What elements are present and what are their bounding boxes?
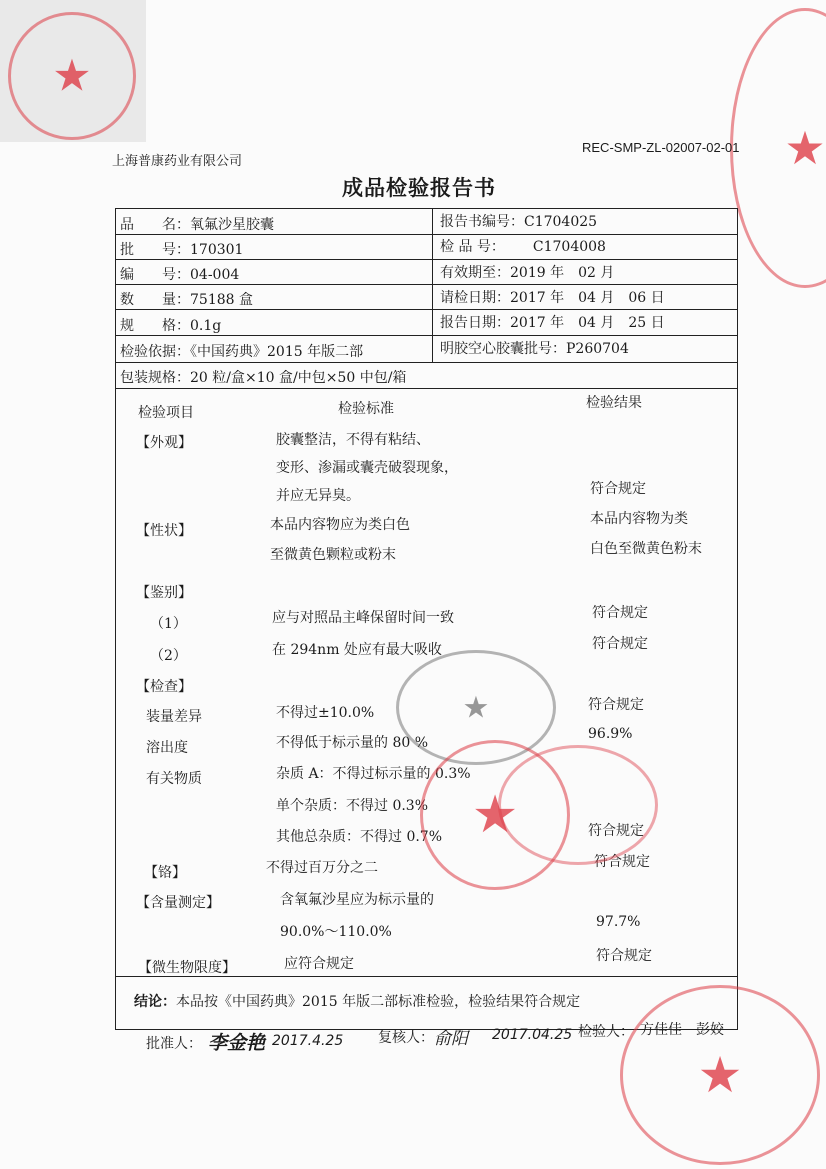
dissolution-item: 溶出度 bbox=[146, 740, 188, 756]
divider bbox=[115, 284, 738, 285]
divider bbox=[115, 362, 738, 363]
section-identification: 【鉴别】 bbox=[136, 585, 192, 601]
report-date-value: 2017 年 04 月 25 日 bbox=[510, 315, 665, 331]
stamp-top-right: ★ bbox=[730, 8, 826, 288]
conclusion bbox=[134, 991, 580, 1011]
microbial-standard: 应符合规定 bbox=[284, 956, 354, 972]
fill-variation-item: 装量差异 bbox=[146, 709, 202, 725]
section-character: 【性状】 bbox=[136, 523, 192, 539]
report-date-label: 报告日期： bbox=[440, 315, 510, 331]
dissolution-result: 96.9% bbox=[588, 726, 633, 742]
report-no-label: 报告书编号： bbox=[440, 214, 524, 230]
identification-result-1: 符合规定 bbox=[592, 605, 648, 621]
identification-standard-1: 应与对照品主峰保留时间一致 bbox=[272, 610, 454, 626]
assay-standard-line: 90.0%～110.0% bbox=[280, 924, 392, 940]
product-value: 氧氟沙星胶囊 bbox=[190, 217, 274, 233]
capsule-batch-row bbox=[440, 338, 629, 358]
basis-value: 《中国药典》2015 年版二部 bbox=[190, 344, 364, 360]
test-no-row bbox=[440, 236, 606, 256]
request-date-row bbox=[440, 287, 665, 307]
conclusion-text: 本品按《中国药典》2015 年版二部标准检验，检验结果符合规定 bbox=[176, 994, 581, 1010]
appearance-standard-line: 变形、渗漏或囊壳破裂现象， bbox=[276, 460, 458, 476]
column-header-result: 检验结果 bbox=[586, 395, 642, 411]
identification-standard-2: 在 294nm 处应有最大吸收 bbox=[272, 642, 442, 658]
fill-variation-standard: 不得过±10.0% bbox=[276, 705, 375, 721]
report-date-row bbox=[440, 312, 665, 332]
microbial-result: 符合规定 bbox=[596, 948, 652, 964]
identification-result-2: 符合规定 bbox=[592, 636, 648, 652]
stamp-bottom-right: ★ bbox=[620, 985, 820, 1165]
character-standard-line: 本品内容物应为类白色 bbox=[270, 517, 410, 533]
related-substances-result: 符合规定 bbox=[588, 823, 644, 839]
code-row bbox=[120, 264, 239, 284]
approver-label: 批准人： bbox=[146, 1036, 202, 1052]
appearance-result: 符合规定 bbox=[590, 481, 646, 497]
stamp-center-gray: ★ bbox=[396, 650, 556, 765]
appearance-standard-line: 胶囊整洁，不得有粘结、 bbox=[276, 432, 430, 448]
inspector-label: 检验人： bbox=[578, 1024, 634, 1040]
reviewer-label: 复核人： bbox=[378, 1030, 434, 1046]
expiry-row bbox=[440, 262, 614, 282]
column-header-standard: 检验标准 bbox=[338, 401, 394, 417]
quantity-row bbox=[120, 289, 253, 309]
chromium-standard: 不得过百万分之二 bbox=[266, 860, 378, 876]
product-row bbox=[120, 214, 274, 234]
code-value: 04-004 bbox=[190, 267, 240, 283]
conclusion-label: 结论： bbox=[134, 994, 176, 1010]
related-substances-standard-line: 其他总杂质：不得过 0.7% bbox=[276, 829, 443, 845]
request-date-label: 请检日期： bbox=[440, 290, 510, 306]
related-substances-standard-line: 单个杂质：不得过 0.3% bbox=[276, 798, 429, 814]
section-appearance: 【外观】 bbox=[136, 435, 192, 451]
batch-row bbox=[120, 239, 243, 259]
fill-variation-result: 符合规定 bbox=[588, 697, 644, 713]
test-no-label: 检 品 号： bbox=[440, 239, 505, 255]
divider bbox=[115, 259, 738, 260]
approver-date: 2017.4.25 bbox=[272, 1033, 344, 1049]
spec-value: 0.1g bbox=[190, 318, 222, 334]
report-no-row bbox=[440, 211, 597, 231]
stamp-top-left: ★ bbox=[8, 12, 136, 140]
report-title: 成品检验报告书 bbox=[342, 176, 496, 200]
assay-result: 97.7% bbox=[596, 914, 641, 930]
capsule-batch-label: 明胶空心胶囊批号： bbox=[440, 341, 566, 357]
basis-row bbox=[120, 341, 363, 361]
stamp-center-red: ★ bbox=[420, 740, 570, 890]
related-substances-item: 有关物质 bbox=[146, 771, 202, 787]
spec-row bbox=[120, 315, 221, 335]
reviewer-signature: 俞阳 bbox=[434, 1029, 468, 1049]
divider bbox=[432, 208, 433, 362]
basis-label: 检验依据： bbox=[120, 344, 190, 360]
code-label: 编 号： bbox=[120, 267, 190, 283]
request-date-value: 2017 年 04 月 06 日 bbox=[510, 290, 665, 306]
dissolution-standard: 不得低于标示量的 80 % bbox=[276, 735, 429, 751]
quantity-value: 75188 盒 bbox=[190, 292, 253, 308]
inspector-names: 方佳佳 彭姣 bbox=[640, 1022, 724, 1038]
company-name: 上海普康药业有限公司 bbox=[112, 154, 243, 169]
packaging-row bbox=[120, 367, 406, 387]
divider bbox=[115, 234, 738, 235]
test-no-value: C1704008 bbox=[532, 239, 606, 255]
divider bbox=[115, 335, 738, 336]
appearance-standard-line: 并应无异臭。 bbox=[276, 488, 360, 504]
identification-item-1: （1） bbox=[150, 616, 187, 632]
assay-standard-line: 含氧氟沙星应为标示量的 bbox=[280, 892, 434, 908]
document-number: REC-SMP-ZL-02007-02-01 bbox=[582, 140, 740, 155]
report-no-value: C1704025 bbox=[524, 214, 598, 230]
quantity-label: 数 量： bbox=[120, 292, 190, 308]
capsule-batch-value: P260704 bbox=[566, 341, 629, 357]
related-substances-standard-line: 杂质 A：不得过标示量的 0.3% bbox=[276, 766, 471, 782]
spec-label: 规 格： bbox=[120, 318, 190, 334]
section-assay: 【含量测定】 bbox=[136, 895, 220, 911]
identification-item-2: （2） bbox=[150, 648, 187, 664]
section-chromium: 【铬】 bbox=[144, 865, 186, 881]
character-result-line: 本品内容物为类 bbox=[590, 511, 688, 527]
packaging-value: 20 粒/盒×10 盒/中包×50 中包/箱 bbox=[190, 370, 407, 386]
approver-signature: 李金艳 bbox=[208, 1032, 266, 1054]
chromium-result: 符合规定 bbox=[594, 854, 650, 870]
reviewer-date: 2017.04.25 bbox=[492, 1027, 573, 1043]
expiry-label: 有效期至： bbox=[440, 265, 510, 281]
expiry-value: 2019 年 02 月 bbox=[510, 265, 615, 281]
packaging-label: 包装规格： bbox=[120, 370, 190, 386]
section-inspection: 【检查】 bbox=[136, 679, 192, 695]
character-result-line: 白色至微黄色粉末 bbox=[590, 541, 702, 557]
stamp-center-right-red bbox=[498, 745, 658, 865]
batch-value: 170301 bbox=[190, 242, 244, 258]
product-label: 品 名： bbox=[120, 217, 190, 233]
batch-label: 批 号： bbox=[120, 242, 190, 258]
column-header-item: 检验项目 bbox=[138, 405, 194, 421]
divider bbox=[115, 388, 738, 389]
divider bbox=[115, 309, 738, 310]
section-microbial: 【微生物限度】 bbox=[138, 960, 236, 976]
character-standard-line: 至微黄色颗粒或粉末 bbox=[270, 547, 396, 563]
